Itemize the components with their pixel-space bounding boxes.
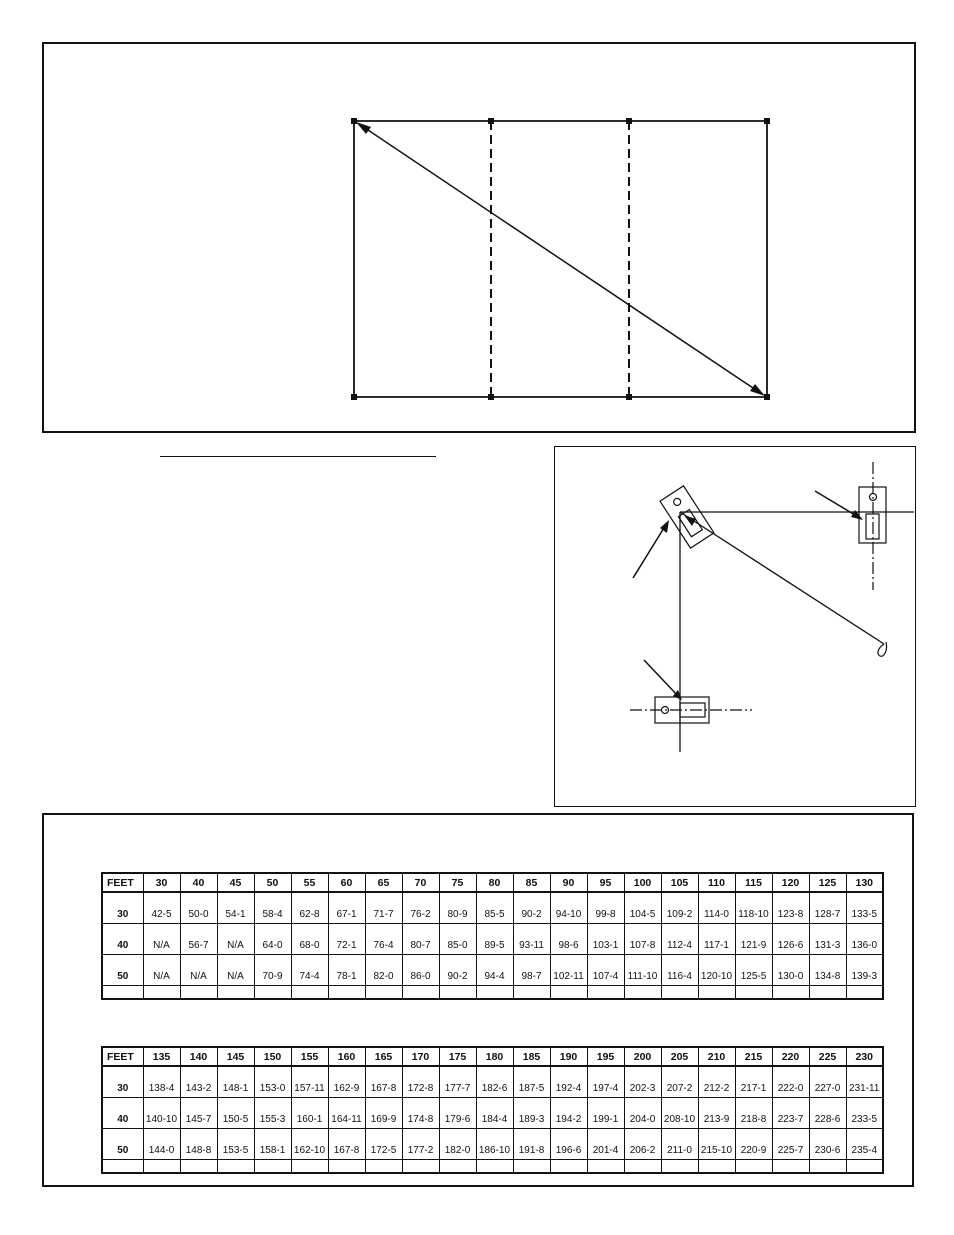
distance-cell: N/A — [217, 923, 254, 954]
column-header-cell: 200 — [624, 1047, 661, 1066]
distance-cell: 155-3 — [254, 1097, 291, 1128]
distance-cell: 58-4 — [254, 892, 291, 923]
distance-cell: 167-8 — [365, 1066, 402, 1097]
column-header-cell: 160 — [328, 1047, 365, 1066]
column-header-cell: 100 — [624, 873, 661, 892]
column-header-cell: 185 — [513, 1047, 550, 1066]
column-header-cell: 80 — [476, 873, 513, 892]
empty-cell — [624, 1159, 661, 1173]
distance-cell: 50-0 — [180, 892, 217, 923]
distance-cell: 128-7 — [809, 892, 846, 923]
distance-cell: 93-11 — [513, 923, 550, 954]
feet-header-cell: FEET — [102, 1047, 143, 1066]
distance-cell: 143-2 — [180, 1066, 217, 1097]
column-header-cell: 45 — [217, 873, 254, 892]
table-header-row — [102, 873, 883, 892]
empty-cell — [476, 985, 513, 999]
empty-cell — [102, 1159, 143, 1173]
distance-cell: 199-1 — [587, 1097, 624, 1128]
empty-cell — [550, 1159, 587, 1173]
distance-cell: N/A — [217, 954, 254, 985]
column-header-cell: 150 — [254, 1047, 291, 1066]
distance-cell: 99-8 — [587, 892, 624, 923]
column-header-cell: 170 — [402, 1047, 439, 1066]
anchor-plate-hole — [672, 497, 682, 507]
column-header-cell: 145 — [217, 1047, 254, 1066]
column-header-cell: 55 — [291, 873, 328, 892]
distance-cell: 172-5 — [365, 1128, 402, 1159]
distance-cell: 204-0 — [624, 1097, 661, 1128]
callout-leader-corner — [633, 523, 667, 578]
empty-cell — [772, 985, 809, 999]
empty-cell — [102, 985, 143, 999]
distance-cell: 162-9 — [328, 1066, 365, 1097]
column-header-cell: 120 — [772, 873, 809, 892]
distance-cell: 227-0 — [809, 1066, 846, 1097]
callout-leader-bottom — [644, 660, 679, 697]
distance-cell: 136-0 — [846, 923, 883, 954]
distance-cell: 174-8 — [402, 1097, 439, 1128]
row-feet-cell: 40 — [102, 923, 143, 954]
empty-cell — [328, 985, 365, 999]
distance-cell: 177-2 — [402, 1128, 439, 1159]
distance-cell: 89-5 — [476, 923, 513, 954]
column-header-cell: 225 — [809, 1047, 846, 1066]
distance-cell: 98-6 — [550, 923, 587, 954]
empty-cell — [402, 1159, 439, 1173]
empty-cell — [402, 985, 439, 999]
column-header-cell: 65 — [365, 873, 402, 892]
distance-cell: 80-7 — [402, 923, 439, 954]
distance-cell: 117-1 — [698, 923, 735, 954]
column-header-cell: 40 — [180, 873, 217, 892]
distance-cell: 68-0 — [291, 923, 328, 954]
empty-cell — [365, 985, 402, 999]
distance-cell: 153-0 — [254, 1066, 291, 1097]
distance-cell: 164-11 — [328, 1097, 365, 1128]
row-feet-cell: 30 — [102, 892, 143, 923]
table-spacer-row — [102, 1159, 883, 1173]
distance-cell: 223-7 — [772, 1097, 809, 1128]
distance-cell: N/A — [143, 954, 180, 985]
empty-cell — [624, 985, 661, 999]
distance-cell: 182-6 — [476, 1066, 513, 1097]
feet-header-cell: FEET — [102, 873, 143, 892]
row-feet-cell: 50 — [102, 1128, 143, 1159]
distance-cell: 153-5 — [217, 1128, 254, 1159]
empty-cell — [254, 985, 291, 999]
distance-cell: 98-7 — [513, 954, 550, 985]
empty-cell — [661, 1159, 698, 1173]
distance-cell: 139-3 — [846, 954, 883, 985]
diagonal-tape-line — [680, 512, 884, 644]
distance-cell: 145-7 — [180, 1097, 217, 1128]
measuring-tape-end-icon — [878, 642, 887, 656]
distance-cell: 211-0 — [661, 1128, 698, 1159]
distance-cell: 194-2 — [550, 1097, 587, 1128]
distance-cell: 103-1 — [587, 923, 624, 954]
column-header-cell: 30 — [143, 873, 180, 892]
distance-cell: 160-1 — [291, 1097, 328, 1128]
distance-cell: 94-10 — [550, 892, 587, 923]
distance-cell: 167-8 — [328, 1128, 365, 1159]
distance-cell: 148-8 — [180, 1128, 217, 1159]
empty-cell — [291, 1159, 328, 1173]
distance-cell: 233-5 — [846, 1097, 883, 1128]
column-header-cell: 210 — [698, 1047, 735, 1066]
distance-cell: 42-5 — [143, 892, 180, 923]
distance-cell: 107-8 — [624, 923, 661, 954]
distance-cell: 206-2 — [624, 1128, 661, 1159]
empty-cell — [846, 985, 883, 999]
column-header-cell: 220 — [772, 1047, 809, 1066]
empty-cell — [587, 1159, 624, 1173]
column-header-cell: 90 — [550, 873, 587, 892]
distance-cell: 76-2 — [402, 892, 439, 923]
empty-cell — [180, 985, 217, 999]
distance-table-upper — [101, 872, 884, 1000]
distance-cell: 186-10 — [476, 1128, 513, 1159]
distance-cell: 104-5 — [624, 892, 661, 923]
distance-cell: 228-6 — [809, 1097, 846, 1128]
callout-arrowheads — [660, 510, 863, 700]
column-header-cell: 95 — [587, 873, 624, 892]
empty-cell — [328, 1159, 365, 1173]
empty-cell — [513, 985, 550, 999]
distance-cell: 123-8 — [772, 892, 809, 923]
empty-cell — [846, 1159, 883, 1173]
distance-cell: 222-0 — [772, 1066, 809, 1097]
distance-cell: 131-3 — [809, 923, 846, 954]
column-header-cell: 70 — [402, 873, 439, 892]
distance-cell: 62-8 — [291, 892, 328, 923]
distance-cell: 118-10 — [735, 892, 772, 923]
table-row — [102, 1097, 883, 1128]
column-header-cell: 155 — [291, 1047, 328, 1066]
distance-cell: 64-0 — [254, 923, 291, 954]
distance-cell: 56-7 — [180, 923, 217, 954]
empty-cell — [143, 985, 180, 999]
distance-cell: 109-2 — [661, 892, 698, 923]
column-header-cell: 190 — [550, 1047, 587, 1066]
distance-cell: 102-11 — [550, 954, 587, 985]
distance-cell: 144-0 — [143, 1128, 180, 1159]
distance-cell: 192-4 — [550, 1066, 587, 1097]
empty-cell — [439, 985, 476, 999]
distance-cell: 125-5 — [735, 954, 772, 985]
distance-cell: 172-8 — [402, 1066, 439, 1097]
column-header-cell: 60 — [328, 873, 365, 892]
empty-cell — [550, 985, 587, 999]
table-spacer-row — [102, 985, 883, 999]
distance-cell: 150-5 — [217, 1097, 254, 1128]
distance-cell: 218-8 — [735, 1097, 772, 1128]
column-header-cell: 180 — [476, 1047, 513, 1066]
distance-cell: 196-6 — [550, 1128, 587, 1159]
column-header-cell: 135 — [143, 1047, 180, 1066]
row-feet-cell: 40 — [102, 1097, 143, 1128]
distance-cell: 130-0 — [772, 954, 809, 985]
distance-cell: 213-9 — [698, 1097, 735, 1128]
empty-cell — [365, 1159, 402, 1173]
column-header-cell: 230 — [846, 1047, 883, 1066]
empty-cell — [217, 1159, 254, 1173]
distance-cell: 114-0 — [698, 892, 735, 923]
empty-cell — [772, 1159, 809, 1173]
distance-cell: 162-10 — [291, 1128, 328, 1159]
distance-cell: 78-1 — [328, 954, 365, 985]
distance-cell: 72-1 — [328, 923, 365, 954]
distance-cell: 202-3 — [624, 1066, 661, 1097]
distance-cell: 85-5 — [476, 892, 513, 923]
distance-cell: 82-0 — [365, 954, 402, 985]
distance-cell: 134-8 — [809, 954, 846, 985]
distance-cell: 111-10 — [624, 954, 661, 985]
column-header-cell: 115 — [735, 873, 772, 892]
column-header-cell: 125 — [809, 873, 846, 892]
distance-cell: 90-2 — [439, 954, 476, 985]
empty-cell — [180, 1159, 217, 1173]
distance-cell: 189-3 — [513, 1097, 550, 1128]
distance-cell: 107-4 — [587, 954, 624, 985]
distance-cell: 86-0 — [402, 954, 439, 985]
table-row — [102, 1066, 883, 1097]
distance-cell: 177-7 — [439, 1066, 476, 1097]
empty-cell — [513, 1159, 550, 1173]
distance-cell: 184-4 — [476, 1097, 513, 1128]
empty-cell — [143, 1159, 180, 1173]
distance-cell: 133-5 — [846, 892, 883, 923]
distance-cell: 212-2 — [698, 1066, 735, 1097]
anchor-plate-icon — [859, 487, 886, 543]
distance-cell: 207-2 — [661, 1066, 698, 1097]
distance-cell: 158-1 — [254, 1128, 291, 1159]
column-header-cell: 165 — [365, 1047, 402, 1066]
table-row — [102, 1128, 883, 1159]
distance-cell: 208-10 — [661, 1097, 698, 1128]
row-feet-cell: 30 — [102, 1066, 143, 1097]
distance-cell: 169-9 — [365, 1097, 402, 1128]
distance-cell: 148-1 — [217, 1066, 254, 1097]
distance-cell: 179-6 — [439, 1097, 476, 1128]
distance-cell: 157-11 — [291, 1066, 328, 1097]
distance-cell: 201-4 — [587, 1128, 624, 1159]
empty-cell — [735, 1159, 772, 1173]
empty-cell — [254, 1159, 291, 1173]
column-header-cell: 215 — [735, 1047, 772, 1066]
empty-cell — [698, 1159, 735, 1173]
distance-cell: 220-9 — [735, 1128, 772, 1159]
empty-cell — [809, 985, 846, 999]
distance-cell: 197-4 — [587, 1066, 624, 1097]
column-header-cell: 205 — [661, 1047, 698, 1066]
empty-cell — [735, 985, 772, 999]
distance-cell: 230-6 — [809, 1128, 846, 1159]
empty-cell — [587, 985, 624, 999]
distance-cell: 70-9 — [254, 954, 291, 985]
distance-cell: 74-4 — [291, 954, 328, 985]
row-feet-cell: 50 — [102, 954, 143, 985]
empty-cell — [698, 985, 735, 999]
distance-cell: 90-2 — [513, 892, 550, 923]
empty-cell — [661, 985, 698, 999]
distance-cell: 191-8 — [513, 1128, 550, 1159]
distance-cell: 182-0 — [439, 1128, 476, 1159]
table-row — [102, 892, 883, 923]
table-header-row — [102, 1047, 883, 1066]
distance-cell: 235-4 — [846, 1128, 883, 1159]
distance-cell: 80-9 — [439, 892, 476, 923]
empty-cell — [291, 985, 328, 999]
distance-cell: 112-4 — [661, 923, 698, 954]
distance-cell: 67-1 — [328, 892, 365, 923]
distance-cell: 76-4 — [365, 923, 402, 954]
distance-cell: 231-11 — [846, 1066, 883, 1097]
empty-cell — [809, 1159, 846, 1173]
distance-cell: 187-5 — [513, 1066, 550, 1097]
distance-cell: 140-10 — [143, 1097, 180, 1128]
distance-cell: 54-1 — [217, 892, 254, 923]
empty-cell — [439, 1159, 476, 1173]
distance-cell: 116-4 — [661, 954, 698, 985]
distance-cell: 215-10 — [698, 1128, 735, 1159]
column-header-cell: 110 — [698, 873, 735, 892]
distance-cell: 71-7 — [365, 892, 402, 923]
empty-cell — [217, 985, 254, 999]
column-header-cell: 175 — [439, 1047, 476, 1066]
table-row — [102, 923, 883, 954]
column-header-cell: 105 — [661, 873, 698, 892]
distance-table-lower — [101, 1046, 884, 1174]
column-header-cell: 50 — [254, 873, 291, 892]
distance-cell: N/A — [143, 923, 180, 954]
distance-cell: 138-4 — [143, 1066, 180, 1097]
column-header-cell: 85 — [513, 873, 550, 892]
empty-cell — [476, 1159, 513, 1173]
column-header-cell: 195 — [587, 1047, 624, 1066]
distance-cell: 120-10 — [698, 954, 735, 985]
column-header-cell: 130 — [846, 873, 883, 892]
distance-cell: 85-0 — [439, 923, 476, 954]
distance-cell: N/A — [180, 954, 217, 985]
distance-cell: 126-6 — [772, 923, 809, 954]
column-header-cell: 140 — [180, 1047, 217, 1066]
distance-cell: 225-7 — [772, 1128, 809, 1159]
distance-cell: 94-4 — [476, 954, 513, 985]
table-row — [102, 954, 883, 985]
distance-cell: 217-1 — [735, 1066, 772, 1097]
distance-cell: 121-9 — [735, 923, 772, 954]
column-header-cell: 75 — [439, 873, 476, 892]
